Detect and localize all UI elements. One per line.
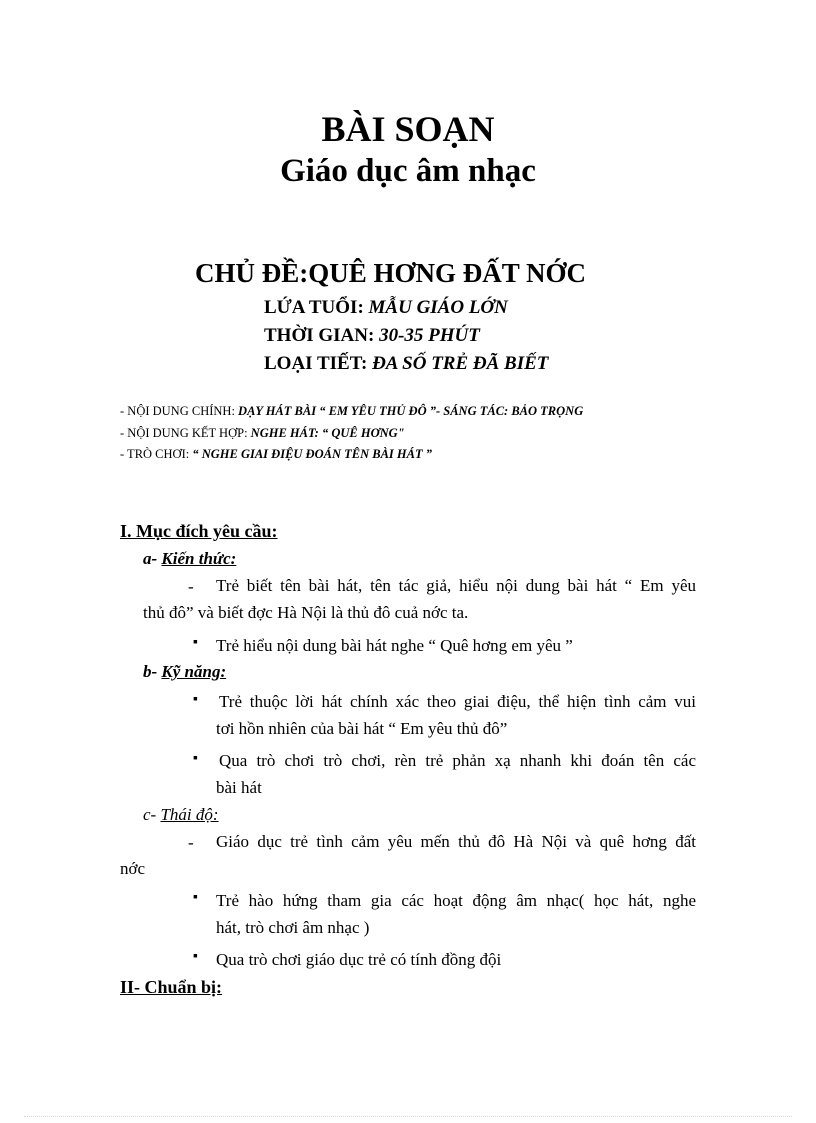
bullet-marker: ▪ [193,635,198,650]
section2-heading: II- Chuẩn bị: [120,977,223,997]
time-label: THỜI GIAN: [264,325,380,346]
main-content-value: DẠY HÁT BÀI “ EM YÊU THỦ ĐÔ ”- SÁNG TÁC: BẢO TRỌNG [238,404,584,418]
a-item1-line1: Trẻ biết tên bài hát, tên tác giả, hiểu nội dung bài hát “ Em yêu [216,576,696,595]
bullet-marker: ▪ [193,949,198,964]
bullet-marker: ▪ [193,890,198,905]
dash-marker: - [188,833,194,852]
subsection-a-prefix: a- [143,549,162,568]
c-item2-line1: Trẻ hào hứng tham gia các hoạt động âm nhạc( học hát, nghe [216,891,696,910]
subsection-c-heading [143,805,219,825]
main-content-line [120,404,583,419]
section1-heading: I. Mục đích yêu cầu: [120,521,278,541]
subsection-a-heading [143,549,236,569]
game-label: - TRÒ CHƠI: [120,447,193,461]
document-subtitle: Giáo dục âm nhạc [280,153,536,189]
main-content-label: - NỘI DUNG CHÍNH: [120,404,239,418]
b-item2-line1: Qua trò chơi trò chơi, rèn trẻ phản xạ nhanh khi đoán tên các [219,751,696,770]
bullet-marker: ▪ [193,751,198,766]
page-bottom-divider [24,1116,792,1117]
a-item2: Trẻ hiểu nội dung bài hát nghe “ Quê hơng em yêu ” [216,636,573,655]
game-line [120,447,432,462]
age-label: LỨA TUỔI: [264,297,369,318]
dash-marker: - [188,577,194,596]
c-item1-line1: Giáo dục trẻ tình cảm yêu mến thủ đô Hà Nội và quê hơng đất [216,832,696,851]
subsection-c-title: Thái độ: [160,805,219,824]
c-item2-line2: hát, trò chơi âm nhạc ) [216,918,370,937]
lesson-type-line [264,353,548,375]
document-title: BÀI SOẠN [321,109,495,149]
combined-content-value: NGHE HÁT: “ QUÊ HƠNG" [250,426,405,440]
subsection-b-title: Kỹ năng: [161,662,227,681]
subsection-b-heading [143,662,226,682]
combined-content-line [120,426,405,441]
topic-heading: CHỦ ĐỀ:QUÊ HƠNG ĐẤT NỚC [195,258,587,288]
time-line [264,325,480,347]
b-item2-line2: bài hát [216,778,262,797]
a-item1-line2: thủ đô” và biết đợc Hà Nội là thủ đô cuả nớc ta. [143,603,469,622]
c-item3: Qua trò chơi giáo dục trẻ có tính đồng đội [216,950,502,969]
lesson-type-label: LOẠI TIẾT: [264,353,373,374]
age-line [264,297,508,319]
c-item1-line2: nớc [120,859,146,878]
subsection-b-prefix: b- [143,662,162,681]
age-value: MẪU GIÁO LỚN [368,297,508,318]
bullet-marker: ▪ [193,692,198,707]
combined-content-label: - NỘI DUNG KẾT HỢP: [120,426,251,440]
game-value: “ NGHE GIAI ĐIỆU ĐOÁN TÊN BÀI HÁT ” [192,447,432,461]
b-item1-line2: tơi hồn nhiên của bài hát “ Em yêu thủ đô” [216,719,508,738]
b-item1-line1: Trẻ thuộc lời hát chính xác theo giai điệu, thể hiện tình cảm vui [219,692,696,711]
subsection-a-title: Kiến thức: [161,549,237,568]
lesson-type-value: ĐA SỐ TRẺ ĐÃ BIẾT [372,353,549,374]
time-value: 30-35 PHÚT [379,325,480,346]
subsection-c-prefix: c- [143,805,161,824]
